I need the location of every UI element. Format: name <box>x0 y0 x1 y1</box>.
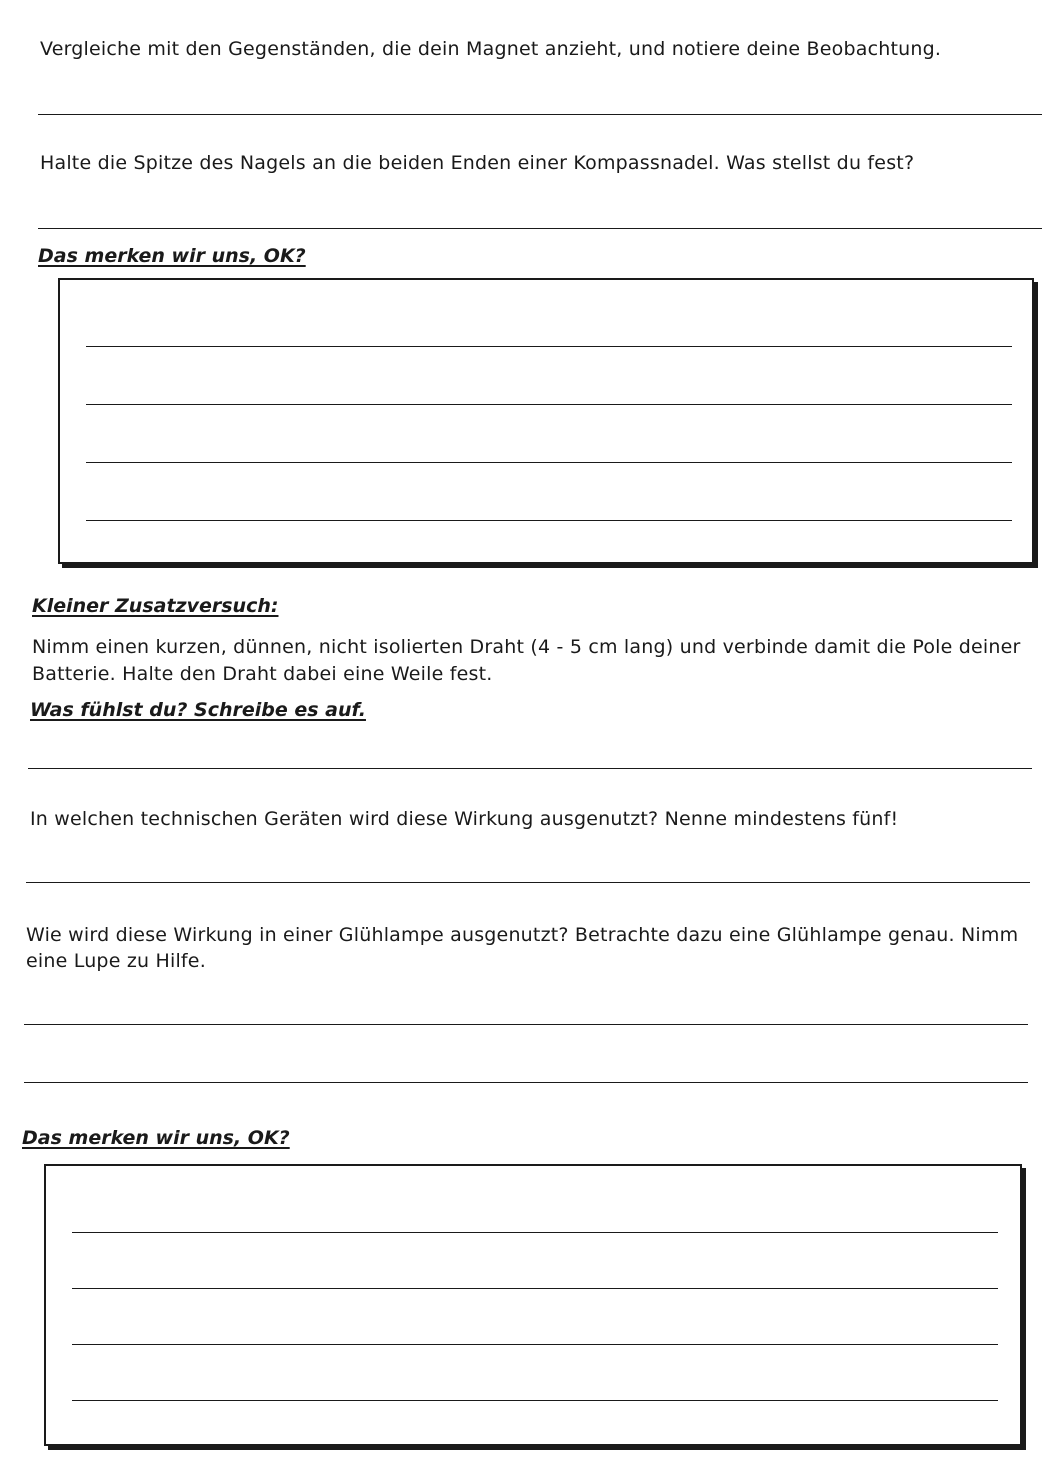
answer-line[interactable] <box>38 228 1042 229</box>
answer-line[interactable] <box>26 882 1030 883</box>
answer-line[interactable] <box>28 768 1032 769</box>
prompt-lamp-line-2: eine Lupe zu Hilfe. <box>26 950 206 972</box>
prompt-devices: In welchen technischen Geräten wird diese Wirkung ausgenutzt? Nenne mindestens fünf! <box>30 808 899 830</box>
summary-box-2 <box>44 1164 1022 1446</box>
summary-line[interactable] <box>72 1232 998 1233</box>
merken-heading-2: Das merken wir uns, OK? <box>22 1127 290 1149</box>
summary-line[interactable] <box>86 404 1012 405</box>
summary-line[interactable] <box>72 1400 998 1401</box>
answer-line[interactable] <box>24 1082 1028 1083</box>
summary-line[interactable] <box>72 1288 998 1289</box>
feel-heading: Was fühlst du? Schreibe es auf. <box>30 699 366 721</box>
zusatz-instruction-line-1: Nimm einen kurzen, dünnen, nicht isolierten Draht (4 - 5 cm lang) und verbinde damit die Pole deiner <box>32 636 1021 658</box>
summary-line[interactable] <box>72 1344 998 1345</box>
summary-line[interactable] <box>86 462 1012 463</box>
answer-line[interactable] <box>24 1024 1028 1025</box>
summary-line[interactable] <box>86 346 1012 347</box>
zusatz-heading: Kleiner Zusatzversuch: <box>32 595 279 617</box>
prompt-compass-needle: Halte die Spitze des Nagels an die beiden Enden einer Kompassnadel. Was stellst du fest? <box>40 152 915 174</box>
summary-line[interactable] <box>86 520 1012 521</box>
zusatz-instruction-line-2: Batterie. Halte den Draht dabei eine Weile fest. <box>32 663 493 685</box>
answer-line[interactable] <box>38 114 1042 115</box>
prompt-magnet-comparison: Vergleiche mit den Gegenständen, die dein Magnet anzieht, und notiere deine Beobachtung. <box>40 38 942 60</box>
summary-box-1 <box>58 278 1034 564</box>
merken-heading-1: Das merken wir uns, OK? <box>38 245 306 267</box>
prompt-lamp-line-1: Wie wird diese Wirkung in einer Glühlampe ausgenutzt? Betrachte dazu eine Glühlampe genau. Nimm <box>26 924 1019 946</box>
